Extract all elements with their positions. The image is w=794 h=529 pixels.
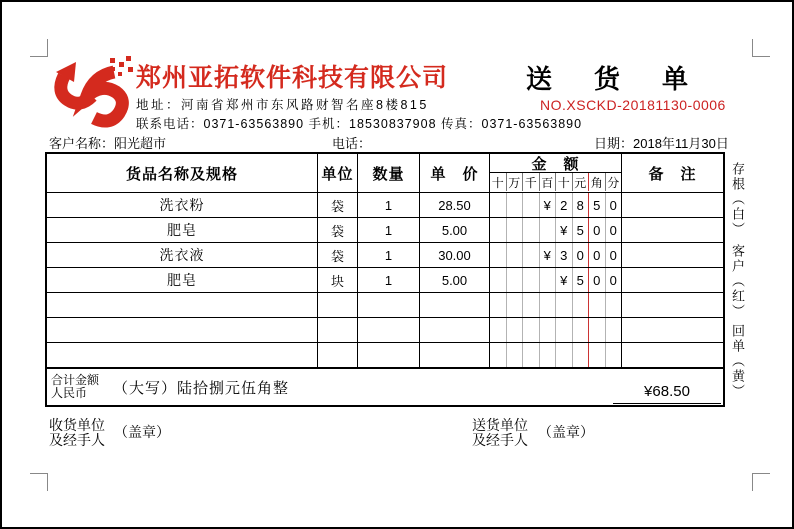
item-name — [47, 293, 317, 317]
sender-seal-label: （盖章） — [538, 424, 594, 440]
item-name: 洗衣液 — [159, 247, 205, 263]
receiver-seal-label: （盖章） — [114, 424, 170, 440]
header-unit: 单位 — [317, 154, 357, 192]
header-item-name: 货品名称及规格 — [125, 165, 238, 183]
company-address: 地址：河南省郑州市东风路财智名座8楼815 — [136, 98, 429, 112]
amount-digit: 3 — [555, 243, 572, 267]
amount-digit — [605, 293, 622, 317]
amount-digit: 5 — [572, 218, 589, 242]
item-amount-digits — [490, 318, 621, 342]
digit-col-qian: 千 — [522, 173, 539, 191]
item-name — [47, 318, 317, 342]
amount-digit — [522, 293, 539, 317]
document-date: 日期：2018年11月30日 — [594, 136, 729, 151]
item-price — [419, 318, 489, 342]
item-price — [419, 343, 489, 367]
table-row — [47, 267, 723, 292]
table-row — [47, 242, 723, 267]
item-name: 肥皂 — [167, 272, 197, 288]
item-price — [419, 293, 489, 317]
header-amount — [489, 154, 621, 192]
amount-digit: 5 — [572, 268, 589, 292]
amount-digit — [539, 343, 556, 367]
amount-digit: 0 — [572, 243, 589, 267]
amount-digit — [490, 268, 506, 292]
amount-digit: ¥ — [539, 243, 556, 267]
table-row — [47, 192, 723, 217]
amount-digit — [490, 193, 506, 217]
document-number: NO.XSCKD-20181130-0006 — [540, 97, 726, 113]
receiver-line1: 收货单位 — [49, 417, 105, 433]
amount-digit — [506, 293, 523, 317]
item-remark — [621, 193, 723, 217]
digit-col-shiwan: 十 — [491, 175, 504, 190]
header-amount-digits — [490, 173, 621, 191]
customer-name: 客户名称：阳光超市 — [49, 136, 167, 151]
amount-digit — [572, 343, 589, 367]
header-qty: 数量 — [357, 154, 419, 192]
items-table — [45, 152, 725, 407]
amount-digit: 0 — [605, 268, 622, 292]
amount-digit — [605, 343, 622, 367]
item-qty — [357, 318, 419, 342]
amount-digit — [490, 343, 506, 367]
digit-col-jiao: 角 — [588, 173, 605, 191]
amount-digit — [588, 318, 605, 342]
amount-digit: 0 — [605, 218, 622, 242]
item-qty: 1 — [357, 243, 419, 267]
item-remark — [621, 243, 723, 267]
amount-digit: 8 — [572, 193, 589, 217]
table-row-empty — [47, 342, 723, 367]
item-price: 5.00 — [419, 268, 489, 292]
amount-digit — [522, 268, 539, 292]
item-name: 肥皂 — [167, 222, 197, 238]
item-unit: 袋 — [317, 243, 357, 267]
amount-digit — [555, 343, 572, 367]
item-qty: 1 — [357, 218, 419, 242]
amount-digit — [605, 318, 622, 342]
item-qty: 1 — [357, 193, 419, 217]
table-row — [47, 217, 723, 242]
item-qty: 1 — [357, 268, 419, 292]
company-contact-line: 联系电话：0371-63563890 手机：18530837908 传真：0371-63563890 — [136, 117, 583, 131]
item-name: 洗衣粉 — [159, 197, 205, 213]
amount-digit: 0 — [588, 218, 605, 242]
item-amount-digits — [490, 293, 621, 317]
receiver-line2: 及经手人 — [49, 432, 105, 448]
amount-digit: 2 — [555, 193, 572, 217]
amount-digit — [539, 318, 556, 342]
item-unit: 袋 — [317, 218, 357, 242]
item-qty — [357, 293, 419, 317]
total-amount-words: （大写）陆拾捌元伍角整 — [113, 379, 290, 397]
item-price: 30.00 — [419, 243, 489, 267]
item-amount-digits — [490, 268, 621, 292]
item-amount-digits — [490, 218, 621, 242]
amount-digit — [588, 293, 605, 317]
amount-digit — [555, 293, 572, 317]
total-amount-value: ¥68.50 — [613, 383, 721, 404]
corner-mark-top-right — [752, 39, 770, 57]
amount-digit: 5 — [588, 193, 605, 217]
sender-line2: 及经手人 — [472, 432, 528, 448]
total-label-line1: 合计金额 — [51, 373, 100, 387]
amount-digit: 0 — [605, 243, 622, 267]
total-label-line2: 人民币 — [51, 386, 88, 400]
header-remark: 备 注 — [621, 154, 723, 192]
amount-digit: 0 — [588, 268, 605, 292]
amount-digit — [539, 293, 556, 317]
amount-digit: 0 — [588, 243, 605, 267]
item-remark — [621, 318, 723, 342]
digit-col-wan: 万 — [506, 173, 523, 191]
copy-label-customer-red: 客户（红） — [730, 244, 745, 319]
item-remark — [621, 218, 723, 242]
table-row-empty — [47, 317, 723, 342]
amount-digit — [490, 243, 506, 267]
item-amount-digits — [490, 193, 621, 217]
amount-digit — [490, 318, 506, 342]
total-row — [47, 367, 723, 405]
item-remark — [621, 343, 723, 367]
amount-digit — [522, 343, 539, 367]
table-header-row — [47, 154, 723, 192]
amount-digit — [506, 268, 523, 292]
amount-digit — [539, 218, 556, 242]
amount-digit — [522, 318, 539, 342]
amount-digit — [506, 218, 523, 242]
amount-digit — [572, 318, 589, 342]
item-unit — [317, 293, 357, 317]
amount-digit — [555, 318, 572, 342]
item-qty — [357, 343, 419, 367]
item-amount-digits — [490, 243, 621, 267]
header-amount-title: 金 额 — [490, 154, 621, 173]
receiver-signature-block — [49, 418, 105, 448]
amount-digit — [506, 243, 523, 267]
company-logo-icon — [52, 56, 134, 132]
sender-signature-block — [472, 418, 528, 448]
digit-col-fen: 分 — [605, 173, 622, 191]
header-price: 单 价 — [419, 154, 489, 192]
item-price: 5.00 — [419, 218, 489, 242]
item-unit: 块 — [317, 268, 357, 292]
digit-col-yuan: 元 — [572, 173, 589, 191]
customer-phone: 电话： — [332, 136, 372, 151]
total-label — [51, 374, 99, 400]
corner-mark-bottom-right — [752, 473, 770, 491]
table-row-empty — [47, 292, 723, 317]
digit-col-bai: 百 — [539, 173, 556, 191]
item-remark — [621, 293, 723, 317]
item-unit — [317, 318, 357, 342]
copy-label-receipt-yellow: 回单（黄） — [730, 324, 745, 399]
amount-digit — [490, 293, 506, 317]
amount-digit: ¥ — [539, 193, 556, 217]
amount-digit — [572, 293, 589, 317]
amount-digit — [522, 243, 539, 267]
amount-digit — [588, 343, 605, 367]
amount-digit — [506, 343, 523, 367]
copy-label-stub-white: 存根（白） — [730, 162, 745, 237]
amount-digit: 0 — [605, 193, 622, 217]
corner-mark-bottom-left — [30, 473, 48, 491]
company-name: 郑州亚拓软件科技有限公司 — [136, 64, 449, 92]
item-remark — [621, 268, 723, 292]
item-price: 28.50 — [419, 193, 489, 217]
item-name — [47, 343, 317, 367]
amount-digit — [522, 218, 539, 242]
corner-mark-top-left — [30, 39, 48, 57]
digit-col-shi: 十 — [555, 173, 572, 191]
item-unit: 袋 — [317, 193, 357, 217]
amount-digit — [506, 318, 523, 342]
amount-digit — [539, 268, 556, 292]
item-unit — [317, 343, 357, 367]
amount-digit: ¥ — [555, 218, 572, 242]
sender-line1: 送货单位 — [472, 417, 528, 433]
amount-digit — [522, 193, 539, 217]
info-bar — [2, 133, 794, 151]
document-title: 送 货 单 — [526, 64, 697, 94]
amount-digit — [490, 218, 506, 242]
amount-digit — [506, 193, 523, 217]
amount-digit: ¥ — [555, 268, 572, 292]
item-amount-digits — [490, 343, 621, 367]
